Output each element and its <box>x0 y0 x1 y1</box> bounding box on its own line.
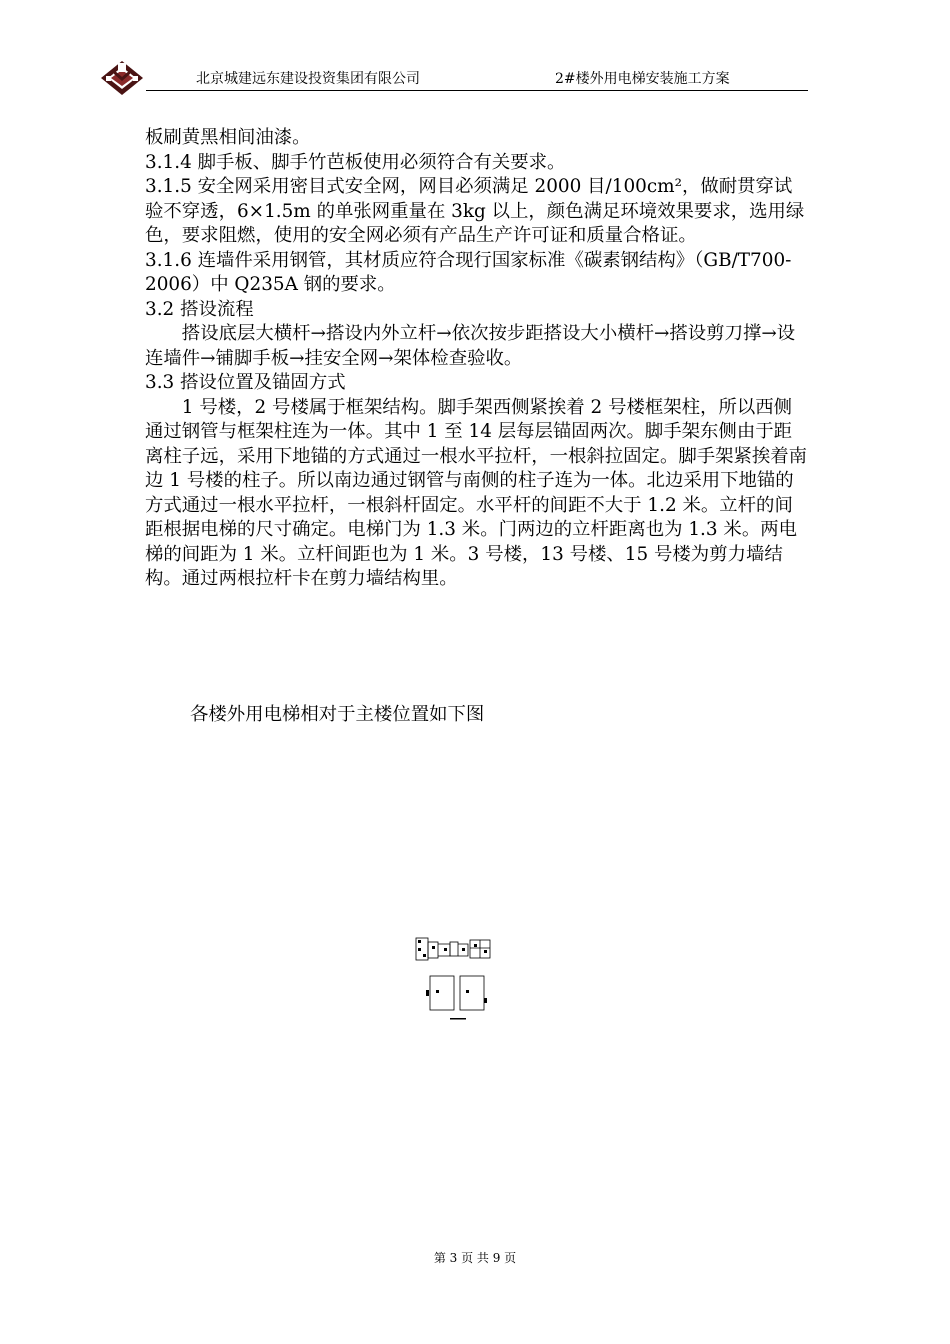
body-text <box>145 126 810 592</box>
paragraph: 3.1.6 连墙件采用钢管，其材质应符合现行国家标准《碳素钢结构》（GB/T700-2006）中 Q235A 钢的要求。 <box>145 249 792 295</box>
header-rule <box>146 90 808 91</box>
paragraph: 1 号楼，2 号楼属于框架结构。脚手架西侧紧挨着 2 号楼框架柱，所以西侧通过钢管与框架柱连为一体。其中 1 至 14 层每层锚固两次。脚手架东侧由于距离柱子远，采用下地锚的方式通过一根水平拉杆，一根斜拉固定。脚手架紧挨着南边 1 号楼的柱子。所以南边通过钢管与南侧的柱子连为一体。北边采用下地锚的方式通过一根水平拉杆，一根斜杆固定。水平杆的间距不大于 1.2 米。立杆的间距根据电梯的尺寸确定。电梯门为 1.3 米。门两边的立杆距离也为 1.3 米。两电梯的间距为 1 米。立杆间距也为 1 米。3 号楼，13 号楼、15 号楼为剪力墙结构。通过两根拉杆卡在剪力墙结构里。 <box>145 396 808 589</box>
paragraph: 搭设底层大横杆→搭设内外立杆→依次按步距搭设大小横杆→搭设剪刀撑→设连墙件→铺脚手板→挂安全网→架体检查验收。 <box>145 323 796 369</box>
paragraph: 3.1.4 脚手板、脚手竹芭板使用必须符合有关要求。 <box>145 151 566 173</box>
paragraph: 板刷黄黑相间油漆。 <box>145 127 311 148</box>
paragraph: 3.1.5 安全网采用密目式安全网，网目必须满足 2000 目/100cm²，做耐贯穿试验不穿透，6×1.5m 的单张网重量在 3kg 以上，颜色满足环境效果要求，选用绿色，要求阻燃，使用的安全网必须有产品生产许可证和质量合格证。 <box>145 176 805 246</box>
company-logo-icon <box>100 60 144 96</box>
section-heading: 3.3 搭设位置及锚固方式 <box>145 372 346 393</box>
header-doc-title: 2#楼外用电梯安装施工方案 <box>555 71 730 87</box>
header-company: 北京城建远东建设投资集团有限公司 <box>196 71 420 87</box>
site-plan-figure <box>414 934 504 1028</box>
figure-caption: 各楼外用电梯相对于主楼位置如下图 <box>190 704 485 725</box>
section-heading: 3.2 搭设流程 <box>145 298 254 320</box>
page-footer: 第 3 页 共 9 页 <box>433 1251 517 1265</box>
page-header <box>100 60 808 96</box>
